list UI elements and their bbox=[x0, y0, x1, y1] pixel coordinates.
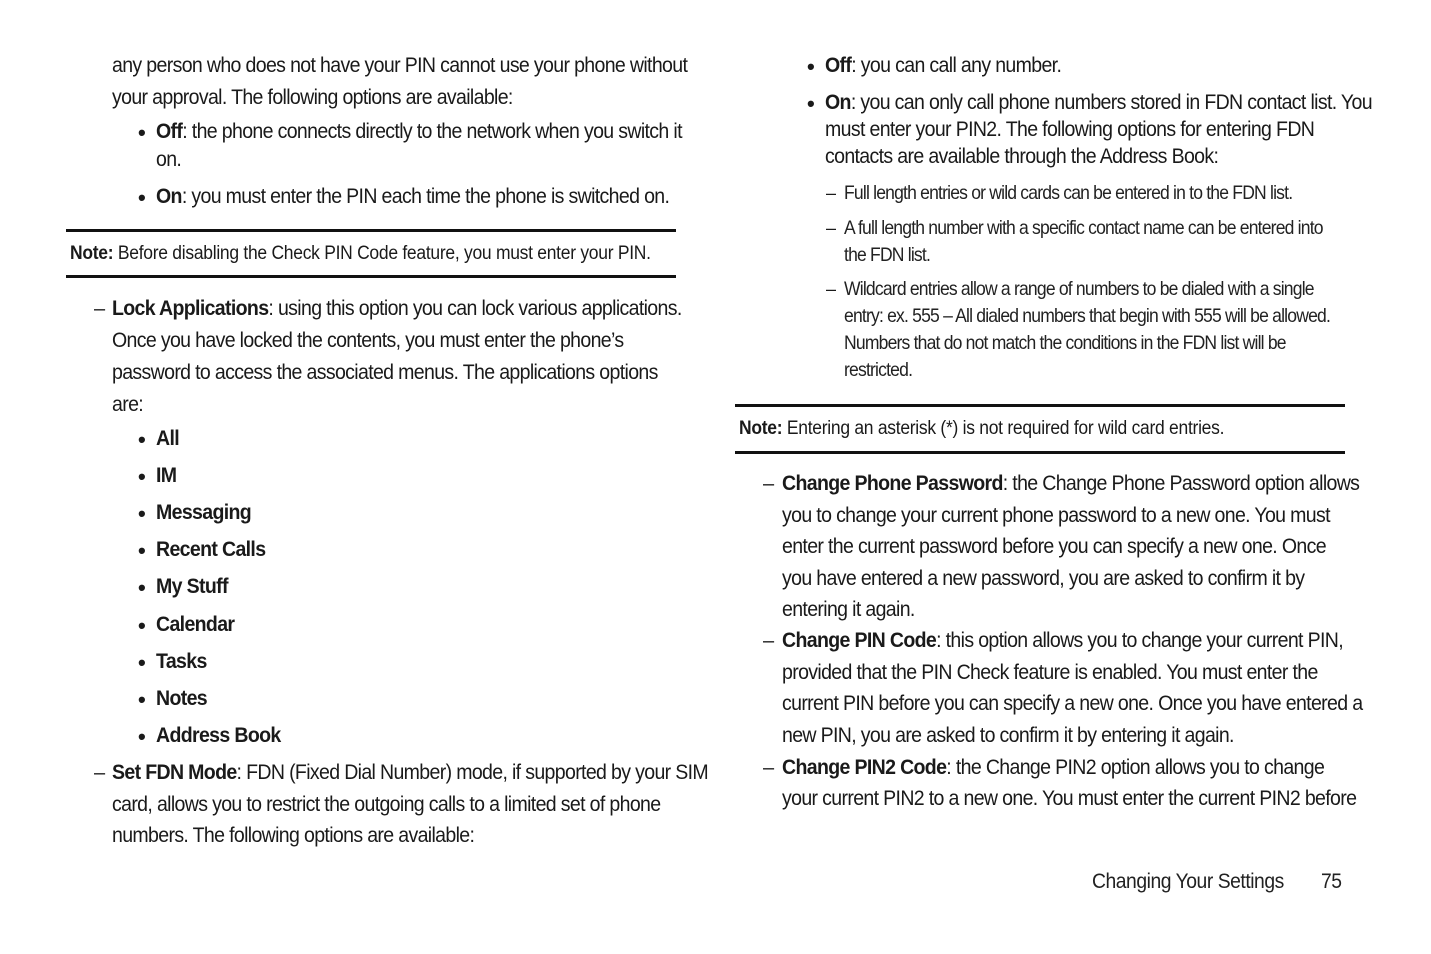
change-phone-pw-line-1 bbox=[782, 472, 1359, 496]
change-phone-pw-label: Change Phone Password bbox=[782, 472, 1003, 495]
note-box-wildcard bbox=[735, 404, 1345, 454]
bullet-icon: • bbox=[138, 575, 146, 600]
fdn-sub-2: A full length number with a specific contact name can be entered into bbox=[844, 217, 1323, 239]
fdn-option-on-line-2: must enter your PIN2. The following options for entering FDN bbox=[825, 118, 1315, 141]
lock-apps-line-1 bbox=[112, 297, 682, 321]
bullet-icon: • bbox=[138, 687, 146, 712]
dash-icon: – bbox=[763, 630, 775, 652]
change-pin-text: : this option allows you to change your current PIN, bbox=[936, 629, 1343, 652]
note-wildcard-text bbox=[739, 418, 1224, 440]
dash-icon: – bbox=[94, 298, 106, 320]
fdn-option-on-text: : you can only call phone numbers stored in FDN contact list. You bbox=[850, 91, 1372, 114]
fdn-line-1 bbox=[112, 761, 708, 785]
fdn-sub-1: Full length entries or wild cards can be entered in to the FDN list. bbox=[844, 182, 1293, 204]
app-item: Tasks bbox=[156, 650, 207, 673]
change-pin2-line-2: your current PIN2 to a new one. You must enter the current PIN2 before bbox=[782, 787, 1357, 810]
change-pin-label: Change PIN Code bbox=[782, 629, 937, 652]
bullet-icon: • bbox=[807, 54, 815, 79]
pin-option-off-label: Off bbox=[156, 120, 183, 143]
change-pin2-label: Change PIN2 Code bbox=[782, 756, 947, 779]
change-phone-pw-line-5: entering it again. bbox=[782, 598, 915, 621]
note-label: Note: bbox=[70, 243, 114, 264]
bullet-icon: • bbox=[138, 501, 146, 526]
note-pin-text bbox=[70, 243, 651, 265]
fdn-label: Set FDN Mode bbox=[112, 761, 237, 784]
fdn-option-on-line-3: contacts are available through the Address Book: bbox=[825, 145, 1219, 168]
bullet-icon: • bbox=[138, 185, 146, 210]
pin-option-off bbox=[156, 120, 682, 144]
change-pin-line-1 bbox=[782, 629, 1343, 653]
bullet-icon: • bbox=[138, 613, 146, 638]
lock-apps-text: : using this option you can lock various applications. bbox=[268, 297, 682, 320]
fdn-option-off-label: Off bbox=[825, 54, 852, 77]
fdn-option-on-label: On bbox=[825, 91, 851, 114]
change-pin-line-2: provided that the PIN Check feature is enabled. You must enter the bbox=[782, 661, 1318, 684]
change-phone-pw-text: : the Change Phone Password option allows bbox=[1002, 472, 1360, 495]
bullet-icon: • bbox=[138, 538, 146, 563]
fdn-option-off-text: : you can call any number. bbox=[851, 54, 1062, 77]
dash-icon: – bbox=[826, 279, 837, 299]
note-body: Entering an asterisk (*) is not required for wild card entries. bbox=[782, 418, 1225, 439]
fdn-option-on bbox=[825, 91, 1372, 115]
note-label: Note: bbox=[739, 418, 783, 439]
fdn-sub-2-line-2: the FDN list. bbox=[844, 244, 931, 266]
pin-option-off-line-2: on. bbox=[156, 148, 182, 171]
intro-line-2: your approval. The following options are available: bbox=[112, 86, 513, 109]
app-item: Address Book bbox=[156, 724, 281, 747]
fdn-sub-3-line-2: entry: ex. 555 – All dialed numbers that begin with 555 will be allowed. bbox=[844, 305, 1331, 327]
dash-icon: – bbox=[763, 757, 775, 779]
change-phone-pw-line-3: enter the current password before you can specify a new one. Once bbox=[782, 535, 1326, 558]
app-item: Notes bbox=[156, 687, 208, 710]
lock-apps-line-4: are: bbox=[112, 393, 144, 416]
lock-apps-line-2: Once you have locked the contents, you must enter the phone’s bbox=[112, 329, 624, 352]
intro-line-1: any person who does not have your PIN cannot use your phone without bbox=[112, 54, 688, 77]
change-pin-line-4: new PIN, you are asked to confirm it by entering it again. bbox=[782, 724, 1234, 747]
fdn-option-off bbox=[825, 54, 1061, 78]
fdn-line-2: card, allows you to restrict the outgoing calls to a limited set of phone bbox=[112, 793, 661, 816]
change-phone-pw-line-4: you have entered a new password, you are asked to confirm it by bbox=[782, 567, 1305, 590]
app-item: Calendar bbox=[156, 613, 235, 636]
app-item: Recent Calls bbox=[156, 538, 266, 561]
app-item: All bbox=[156, 427, 180, 450]
fdn-sub-3-line-3: Numbers that do not match the conditions in the FDN list will be bbox=[844, 332, 1286, 354]
app-item: My Stuff bbox=[156, 575, 228, 598]
fdn-sub-3: Wildcard entries allow a range of numbers to be dialed with a single bbox=[844, 278, 1314, 300]
pin-option-off-text: : the phone connects directly to the network when you switch it bbox=[182, 120, 682, 143]
bullet-icon: • bbox=[807, 91, 815, 116]
fdn-text: : FDN (Fixed Dial Number) mode, if supported by your SIM bbox=[236, 761, 709, 784]
footer-section-title: Changing Your Settings bbox=[1092, 870, 1284, 893]
bullet-icon: • bbox=[138, 724, 146, 749]
app-item: IM bbox=[156, 464, 177, 487]
bullet-icon: • bbox=[138, 464, 146, 489]
app-item: Messaging bbox=[156, 501, 252, 524]
note-box-pin bbox=[66, 229, 676, 278]
footer-page-number: 75 bbox=[1321, 870, 1342, 893]
pin-option-on-text: : you must enter the PIN each time the phone is switched on. bbox=[181, 185, 670, 208]
dash-icon: – bbox=[94, 762, 106, 784]
pin-option-on-label: On bbox=[156, 185, 182, 208]
change-phone-pw-line-2: you to change your current phone password to a new one. You must bbox=[782, 504, 1330, 527]
change-pin-line-3: current PIN before you can specify a new one. Once you have entered a bbox=[782, 692, 1363, 715]
change-pin2-line-1 bbox=[782, 756, 1324, 780]
lock-apps-label: Lock Applications bbox=[112, 297, 269, 320]
bullet-icon: • bbox=[138, 427, 146, 452]
pin-option-on bbox=[156, 185, 669, 209]
bullet-icon: • bbox=[138, 650, 146, 675]
fdn-sub-3-line-4: restricted. bbox=[844, 359, 913, 381]
dash-icon: – bbox=[763, 473, 775, 495]
lock-apps-line-3: password to access the associated menus. The applications options bbox=[112, 361, 658, 384]
change-pin2-text: : the Change PIN2 option allows you to change bbox=[946, 756, 1325, 779]
dash-icon: – bbox=[826, 218, 837, 238]
bullet-icon: • bbox=[138, 120, 146, 145]
fdn-line-3: numbers. The following options are available: bbox=[112, 824, 475, 847]
note-body: Before disabling the Check PIN Code feature, you must enter your PIN. bbox=[113, 243, 651, 264]
dash-icon: – bbox=[826, 183, 837, 203]
